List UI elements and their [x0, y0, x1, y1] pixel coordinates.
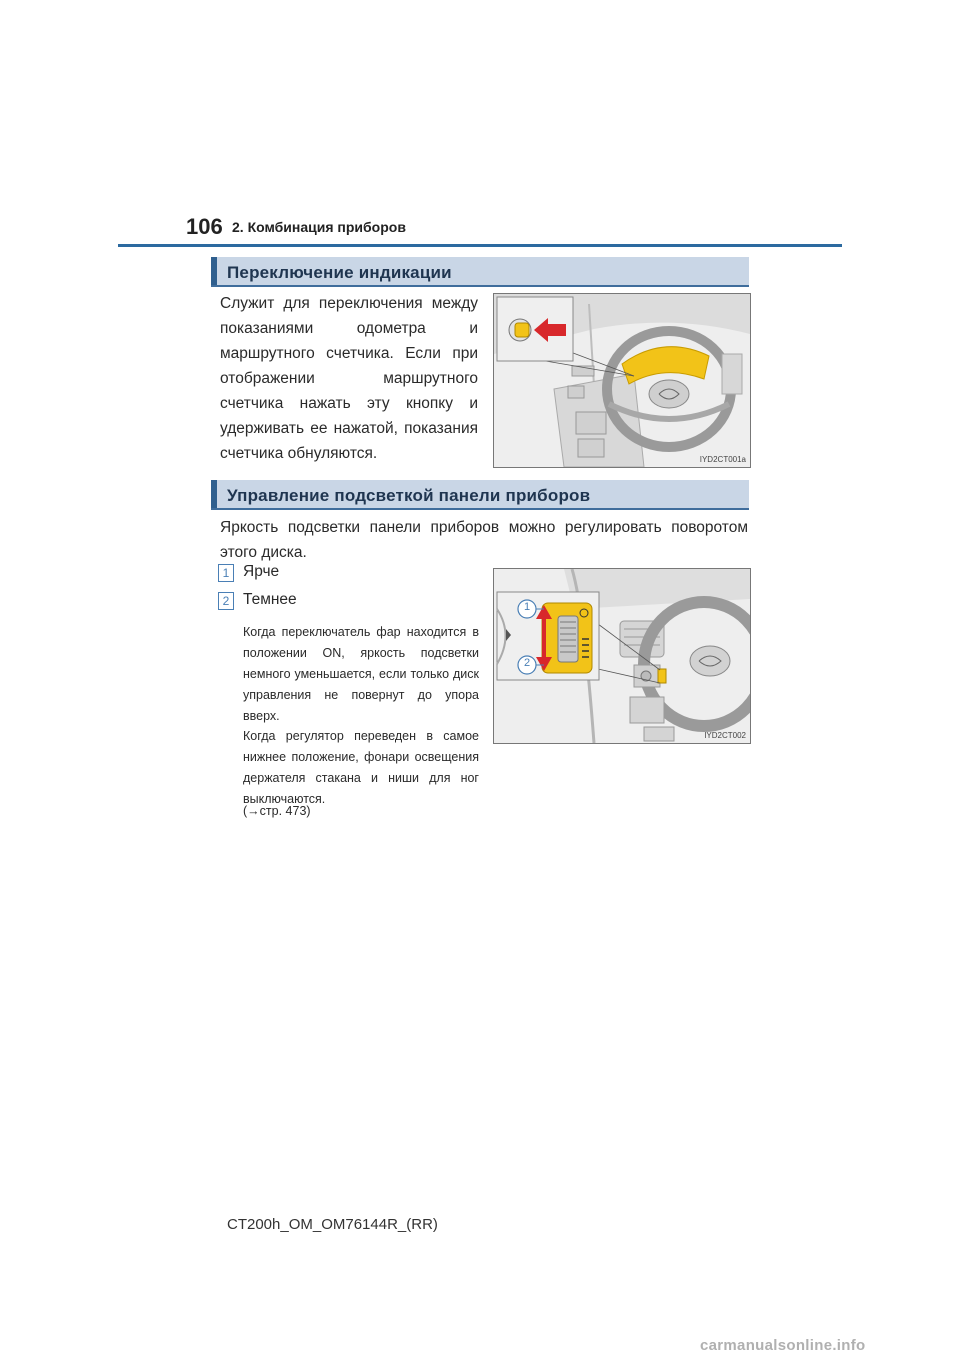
callout-1: 1 [524, 601, 531, 613]
dial-drawing [494, 569, 750, 743]
chapter-title: 2. Комбинация приборов [232, 219, 406, 235]
document-code: CT200h_OM_OM76144R_(RR) [227, 1216, 438, 1233]
brightness-dial-illustration [493, 568, 751, 744]
section-title: Управление подсветкой панели приборов [227, 486, 591, 505]
note-headlight-on: Когда переключатель фар находится в положении ON, яркость подсветки немного уменьшается, если только диск управления не повернут до упора вверх. [243, 625, 479, 723]
item-number-2: 2 [218, 592, 234, 610]
item-label-brighter: Ярче [243, 563, 280, 580]
header-rule [118, 244, 842, 247]
watermark: carmanualsonline.info [700, 1337, 866, 1354]
item-number-1: 1 [218, 564, 234, 582]
section2-paragraph: Яркость подсветки панели приборов можно регулировать поворотом этого диска. [220, 519, 748, 561]
section1-paragraph: Служит для переключения между показаниями одометра и маршрутного счетчика. Если при отображении маршрутного счетчика нажать эту кнопку и удерживать ее нажатой, показания счетчика обнуляются. [220, 295, 478, 462]
section-title: Переключение индикации [227, 263, 452, 282]
callout-2: 2 [524, 657, 531, 669]
odometer-button-illustration [493, 293, 751, 468]
dashboard-drawing [494, 294, 750, 467]
section-header-display-switch [211, 257, 749, 287]
item-label-darker: Темнее [243, 591, 297, 608]
page-number: 106 [186, 214, 223, 239]
illustration-code: IYD2CT001a [699, 455, 746, 464]
page-reference: (→стр. 473) [243, 804, 311, 818]
section-header-panel-light-control [211, 480, 749, 510]
illustration-code: IYD2CT002 [704, 731, 746, 740]
note-lowest-position: Когда регулятор переведен в самое нижнее положение, фонари освещения держателя стакана и ниши для ног выключаются. [243, 729, 479, 806]
